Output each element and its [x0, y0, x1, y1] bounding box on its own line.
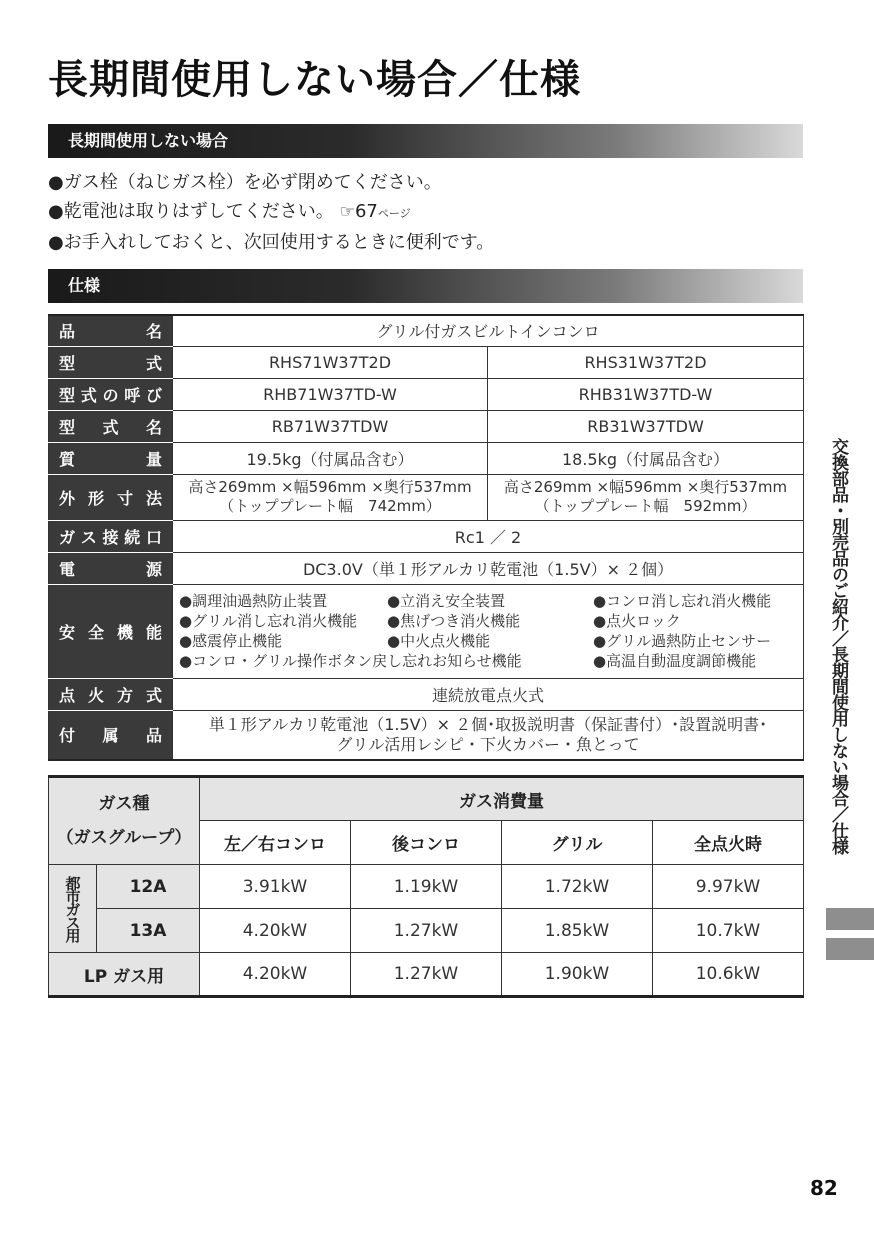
gas-table-header-row [49, 777, 804, 821]
spec-row-safety [49, 584, 804, 678]
gas-row-lp [49, 953, 804, 997]
spec-value-product-name: グリル付ガスビルトインコンロ [173, 315, 804, 346]
spec-label-mass: 質量 [49, 442, 173, 474]
page-reference-unit: ページ [377, 207, 411, 220]
column-header-left-right-burner: 左／右コンロ [200, 821, 351, 865]
spec-label-accessories: 付属品 [49, 710, 173, 760]
spec-value-model-b: RHS31W37T2D [488, 346, 804, 378]
spec-value-safety [173, 584, 804, 678]
spec-row-model [49, 346, 804, 378]
safety-feature-item: ●調理油過熱防止装置 [179, 592, 328, 610]
spec-row-product-name [49, 315, 804, 346]
safety-feature-item: ●感震停止機能 [179, 632, 283, 650]
spec-label-dimensions: 外形寸法 [49, 474, 173, 520]
spec-value-mass-b: 18.5kg（付属品含む） [488, 442, 804, 474]
spec-row-accessories [49, 710, 804, 760]
consumption-value: 1.72kW [502, 865, 653, 909]
dimensions-a-line1: 高さ269mm ×幅596mm ×奥行537mm [188, 478, 472, 496]
safety-feature-item: ●グリル消し忘れ消火機能 [179, 612, 358, 630]
safety-feature-grid [173, 591, 803, 671]
spec-value-model-call-b: RHB31W37TD-W [488, 378, 804, 410]
safety-feature-item: ●点火ロック [593, 612, 681, 630]
spec-row-ignition [49, 678, 804, 710]
side-chapter-tab: 交換部品・別売品のご紹介／長期間使用しない場合／仕様 [828, 438, 848, 854]
spec-row-mass [49, 442, 804, 474]
spec-label-ignition: 点火方式 [49, 678, 173, 710]
consumption-value: 1.85kW [502, 909, 653, 953]
consumption-value: 4.20kW [200, 909, 351, 953]
dimensions-b-line1: 高さ269mm ×幅596mm ×奥行537mm [503, 478, 788, 496]
bullet-gas-valve: ●ガス栓（ねじガス栓）を必ず閉めてください。 [48, 172, 442, 193]
spec-label-product-name: 品名 [49, 315, 173, 346]
gas-type-header-label: ガス種 [98, 794, 150, 814]
spec-row-power [49, 552, 804, 584]
spec-label-safety: 安全機能 [49, 584, 173, 678]
spec-value-model-a: RHS71W37T2D [173, 346, 488, 378]
spec-value-model-name-b: RB31W37TDW [488, 410, 804, 442]
gas-name-13a: 13A [97, 909, 200, 953]
safety-feature-item: ●焦げつき消火機能 [387, 612, 521, 630]
consumption-value: 10.7kW [653, 909, 804, 953]
accessories-line2: グリル活用レシピ・下火カバー・魚とって [336, 734, 640, 754]
side-chapter-marker [826, 908, 874, 930]
column-header-grill: グリル [502, 821, 653, 865]
spec-table [48, 314, 804, 761]
side-chapter-marker [826, 938, 874, 960]
spec-value-dimensions-b [488, 474, 804, 520]
page-reference-icon: ☞ [339, 202, 355, 222]
gas-name-lp: LP ガス用 [49, 953, 200, 997]
gas-consumption-header: ガス消費量 [200, 777, 804, 821]
consumption-value: 4.20kW [200, 953, 351, 997]
spec-label-power: 電源 [49, 552, 173, 584]
spec-label-model-call: 型式の呼び [49, 378, 173, 410]
gas-name-12a: 12A [97, 865, 200, 909]
consumption-value: 1.27kW [351, 909, 502, 953]
consumption-value: 1.27kW [351, 953, 502, 997]
spec-value-dimensions-a [173, 474, 488, 520]
spec-label-model: 型式 [49, 346, 173, 378]
spec-value-model-call-a: RHB71W37TD-W [173, 378, 488, 410]
spec-row-model-call [49, 378, 804, 410]
safety-feature-item: ●コンロ・グリル操作ボタン戻し忘れお知らせ機能 [179, 652, 522, 670]
spec-row-gas-connection [49, 520, 804, 552]
spec-value-model-name-a: RB71W37TDW [173, 410, 488, 442]
spec-label-gas-connection: ガス接続口 [49, 520, 173, 552]
section-heading-long-term: 長期間使用しない場合 [48, 124, 803, 158]
spec-label-model-name: 型式名 [49, 410, 173, 442]
page-number: 82 [810, 1176, 838, 1200]
bullet-battery [48, 197, 494, 228]
consumption-value: 1.90kW [502, 953, 653, 997]
safety-feature-item: ●コンロ消し忘れ消火機能 [593, 592, 772, 610]
gas-consumption-table [48, 775, 804, 998]
safety-feature-item: ●グリル過熱防止センサー [593, 632, 772, 650]
spec-value-ignition: 連続放電点火式 [173, 678, 804, 710]
gas-type-header [49, 777, 200, 865]
gas-row-12a [49, 865, 804, 909]
column-header-rear-burner: 後コンロ [351, 821, 502, 865]
bullet-battery-text: ●乾電池は取りはずしてください。 [48, 201, 334, 222]
accessories-line1: 単１形アルカリ乾電池（1.5V）× ２個･取扱説明書（保証書付）･設置説明書･ [208, 714, 768, 734]
long-term-bullet-list [48, 168, 494, 257]
spec-value-accessories [173, 710, 804, 760]
page-reference-number: 67 [354, 201, 378, 222]
section-heading-spec: 仕様 [48, 269, 803, 303]
gas-group-header-label: （ガスグループ） [56, 828, 192, 848]
spec-row-model-name [49, 410, 804, 442]
spec-row-dimensions [49, 474, 804, 520]
city-gas-label: 都市ガス用 [49, 865, 97, 953]
spec-value-power: DC3.0V（単１形アルカリ乾電池（1.5V）× ２個） [173, 552, 804, 584]
spec-value-mass-a: 19.5kg（付属品含む） [173, 442, 488, 474]
consumption-value: 9.97kW [653, 865, 804, 909]
dimensions-b-line2: （トッププレート幅 592mm） [534, 497, 757, 515]
safety-feature-item: ●立消え安全装置 [387, 592, 506, 610]
consumption-value: 10.6kW [653, 953, 804, 997]
page-title: 長期間使用しない場合／仕様 [48, 57, 581, 103]
gas-row-13a [49, 909, 804, 953]
spec-value-gas-connection: Rc1 ／ 2 [173, 520, 804, 552]
dimensions-a-line2: （トッププレート幅 742mm） [219, 497, 441, 515]
safety-feature-item: ●中火点火機能 [387, 632, 491, 650]
consumption-value: 3.91kW [200, 865, 351, 909]
safety-feature-item: ●高温自動温度調節機能 [593, 652, 757, 670]
column-header-all-ignited: 全点火時 [653, 821, 804, 865]
consumption-value: 1.19kW [351, 865, 502, 909]
bullet-maintenance: ●お手入れしておくと、次回使用するときに便利です。 [48, 232, 495, 253]
